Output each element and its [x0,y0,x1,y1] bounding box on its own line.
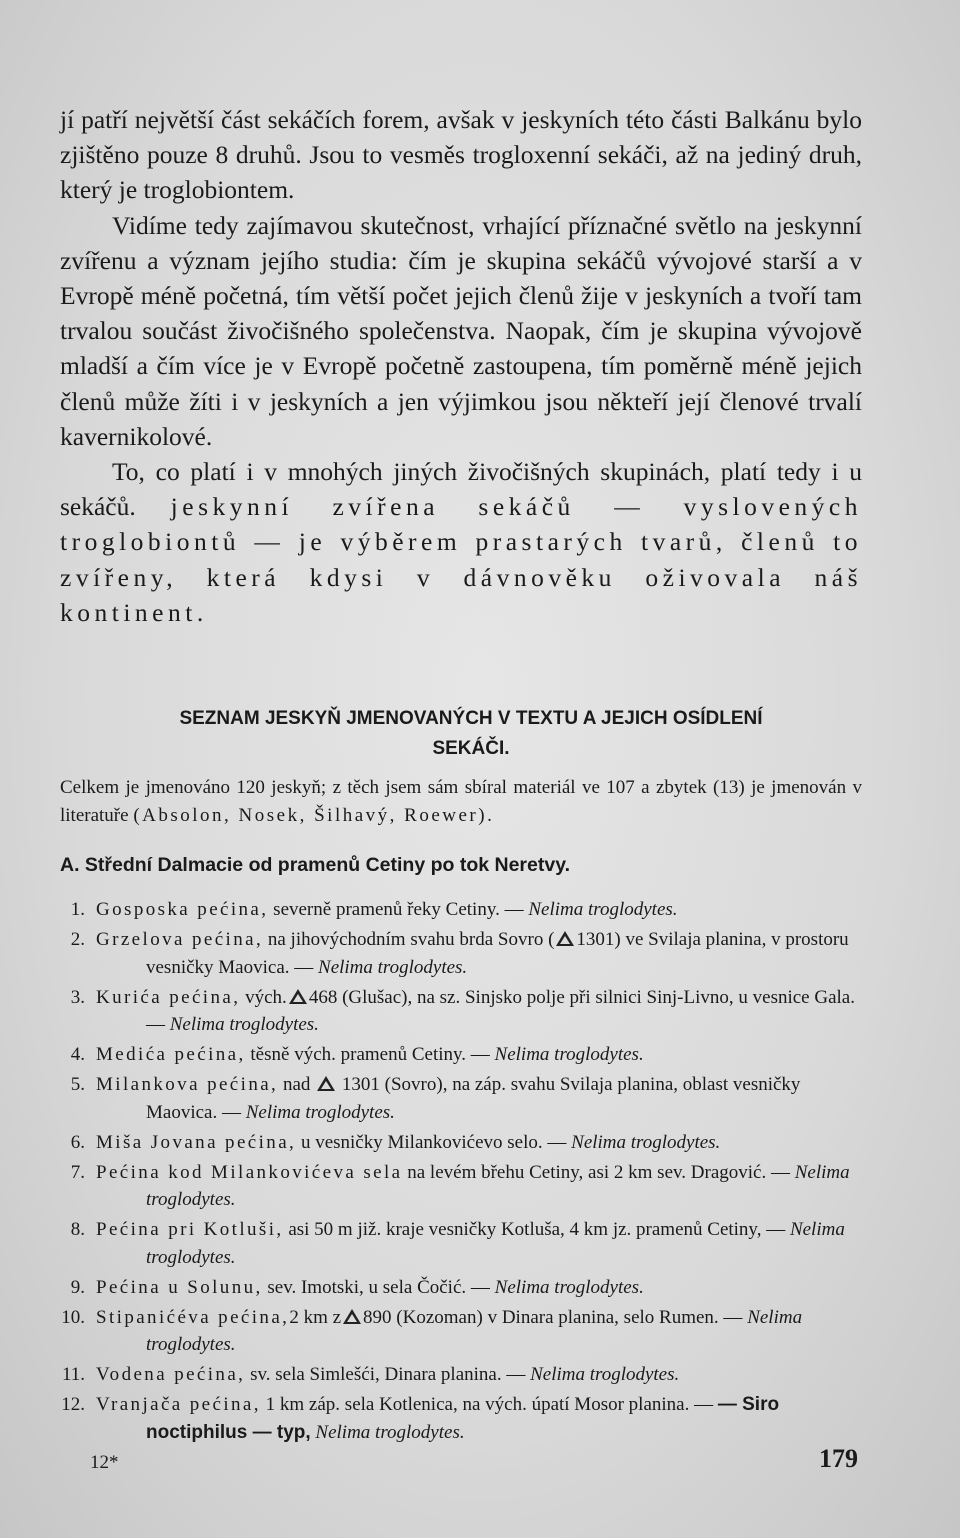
cave-name: Gosposka pećina, [96,899,269,920]
paragraph-3 [60,454,862,630]
list-item [60,1361,862,1389]
entry-text: sv. sela Simlešći, Dinara planina. — [250,1364,526,1385]
paragraph-1: jí patří největší část sekáčích forem, avšak v jeskyních této části Balkánu bylo zjištěno pouze 8 druhů. Jsou to vesměs trogloxenní sekáči, až na jediný druh, který je troglobiontem. [60,105,862,205]
entry-text: na levém břehu Cetiny, asi 2 km sev. Dragović. — [407,1161,790,1183]
cave-name: Vodena pećina, [96,1364,246,1385]
list-item [60,896,862,924]
list-title-line-2: SEKÁČI. [432,738,510,759]
paragraph-3-start: To, co platí i v mnohých jiných živočišných skupinách, platí tedy i u sekáčů. [60,457,862,522]
entry-number: 12. [61,1394,85,1415]
entry-text: těsně vých. pramenů Cetiny. — [250,1044,490,1065]
list-item [60,1391,862,1446]
cave-name: Stipanićéva pećina, [96,1306,290,1328]
entry-number: 2. [70,929,85,950]
signature-mark: 12* [90,1452,119,1473]
entry-number: 7. [70,1161,85,1183]
entry-text: vých. [245,986,287,1008]
entry-text: na jihovýchodním svahu brda Sovro ( [267,929,555,950]
intro-text: Celkem je jmenováno 120 jeskyň; z těch jsem sám sbíral materiál ve 107 a zbytek (13) je jmenován v literatuře [60,777,862,826]
species: Nelima troglodytes. [528,899,678,920]
entry-number: 11. [61,1364,85,1385]
paragraph-3-spaced: jeskynní zvířena sekáčů — vyslovených troglobiontů — je výběrem prastarých tvarů, členů to zvířeny, která kdysi v dávnověku oživovala náš kontinent. [60,492,862,627]
list-item [60,1159,862,1214]
entry-number: 3. [70,986,85,1008]
list-item [60,1274,862,1302]
list-title-line-1: SEZNAM JESKYŇ JMENOVANÝCH V TEXTU A JEJICH OSÍDLENÍ [179,708,763,729]
entry-text: asi 50 m již. kraje vesničky Kotluša, 4 km jz. pramenů Cetiny, — [288,1219,786,1240]
entry-text: u vesničky Milankovićevo selo. — [300,1131,567,1153]
cave-name: Miša Jovana pećina, [96,1131,297,1153]
species: Nelima troglodytes. [571,1131,721,1153]
list-item [60,1216,862,1271]
species: Nelima troglodytes. [146,1161,850,1210]
list-item [60,1129,862,1157]
triangle-elevation-icon [556,931,574,946]
species: Nelima troglodytes. [146,1306,803,1355]
cave-name: Kurića pećina, [96,986,241,1008]
entry-text: sev. Imotski, u sela Čočić. — [267,1276,490,1298]
triangle-elevation-icon [317,1076,335,1091]
section-heading: A. Střední Dalmacie od pramenů Cetiny po tok Neretvy. [60,854,571,876]
entry-number: 8. [70,1219,85,1240]
species: Nelima troglodytes. [318,956,468,978]
list-item [60,926,862,981]
entry-text-cont: 890 (Kozoman) v Dinara planina, selo Rumen. — [363,1306,743,1328]
cave-name: Milankova pećina, [96,1074,279,1095]
entry-text: 1 km záp. sela Kotlenica, na vých. úpatí Mosor planina. — [265,1394,714,1415]
species: Nelima troglodytes. [494,1044,644,1065]
list-title [60,704,882,764]
entry-text-cont: 468 (Glušac), na sz. Sinjsko polje při silnici Sinj-Livno, u vesnice Gala. — [146,986,855,1035]
list-intro [60,774,862,830]
list-item [60,984,862,1039]
entry-number: 5. [70,1074,85,1095]
intro-authors: (Absolon, Nosek, Šilhavý, Roewer). [133,805,495,826]
entry-text: 2 km z [289,1306,342,1328]
species: Nelima troglodytes. [494,1276,644,1298]
list-item [60,1071,862,1126]
list-item [60,1041,862,1069]
entry-number: 10. [61,1306,85,1328]
species: Nelima troglodytes. [169,1014,319,1035]
cave-list [60,896,862,1449]
cave-name: Medića pećina, [96,1044,246,1065]
cave-name: Pećina pri Kotluši, [96,1219,284,1240]
entry-number: 1. [70,899,85,920]
list-item [60,1304,862,1359]
triangle-elevation-icon [289,989,307,1004]
entry-text-cont: 1301 (Sovro), na záp. svahu Svilaja planina, oblast vesničky Maovica. — [146,1074,801,1123]
cave-name: Pećina kod Milankovićeva sela [96,1161,403,1183]
entry-text-cont: 1301) ve Svilaja planina, v prostoru vesničky Maovica. — [146,929,849,978]
entry-number: 4. [70,1044,85,1065]
type-species: — Siro noctiphilus — typ, [146,1394,780,1443]
species: Nelima troglodytes. [146,1219,845,1268]
page-number: 179 [819,1444,858,1473]
entry-text: nad [282,1074,311,1095]
cave-name: Pećina u Solunu, [96,1276,263,1298]
paragraph-2: Vidíme tedy zajímavou skutečnost, vrhající příznačné světlo na jeskynní zvířenu a význam jejího studia: čím je skupina sekáčů vývojové starší a v Evropě méně početná, tím větší počet jejich členů žije v jeskyních a tvoří tam trvalou součást živočišného společenstva. Naopak, čím je skupina vývojově mladší a čím více je v Evropě početně zastoupena, tím poměrně méně jejich členů může žíti i v jeskyních a jen výjimkou jsou někteří její členové trvalí kavernikolové. [60,210,862,451]
triangle-elevation-icon [343,1309,361,1324]
cave-name: Vranjača pećina, [96,1394,261,1415]
species: Nelima troglodytes. [530,1364,680,1385]
entry-number: 9. [70,1276,85,1298]
entry-number: 6. [70,1131,85,1153]
species: Nelima troglodytes. [315,1421,465,1443]
cave-name: Grzelova pećina, [96,929,264,950]
entry-text: severně pramenů řeky Cetiny. — [273,899,524,920]
species: Nelima troglodytes. [245,1101,395,1123]
body-text [60,102,862,630]
